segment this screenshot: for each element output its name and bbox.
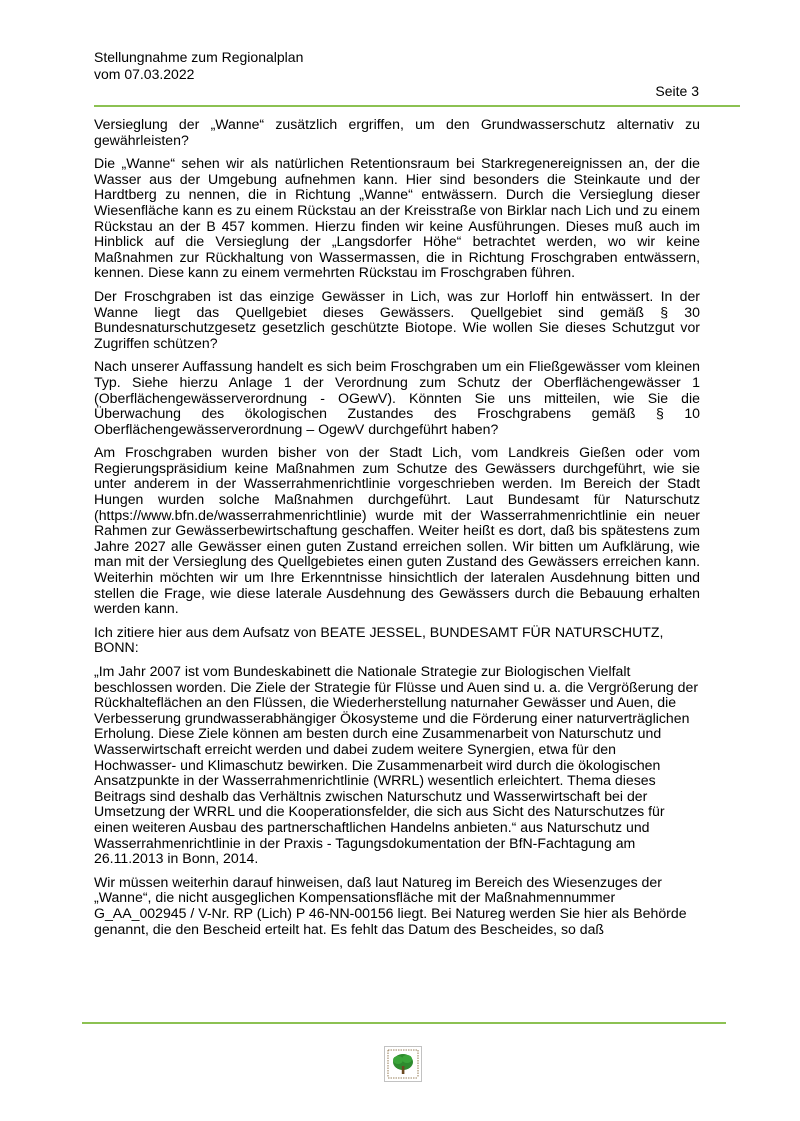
- paragraph-8: Wir müssen weiterhin darauf hinweisen, daß laut Natureg im Bereich des Wiesenzuges der „Wanne“, die nicht ausgeglichen Kompensationsfläche mit der Maßnahmennummer G_AA_002945 / V-Nr. RP (Lich) P 46-NN-00156 liegt. Bei Natureg werden Sie hier als Behörde genannt, die den Bescheid erteilt hat. Es fehlt das Datum des Bescheides, so daß: [94, 873, 687, 937]
- document-body: [94, 117, 700, 945]
- paragraph-3: Der Froschgraben ist das einzige Gewässer in Lich, was zur Horloff hin entwässert. In der Wanne liegt das Quellgebiet dieses Gewässers. Quellgebiet sind gemäß § 30 Bundesnaturschutzgesetz gesetzlich geschützte Biotope. Wie wollen Sie dieses Schutzgut vor Zugriffen schützen?: [94, 287, 700, 351]
- paragraph-5: Am Froschgraben wurden bisher von der Stadt Lich, vom Landkreis Gießen oder vom Regierungspräsidium keine Maßnahmen zum Schutze des Gewässers durchgeführt, wie sie unter anderem in der Wasserrahmenrichtlinie vorgeschrieben werden. Im Bereich der Stadt Hungen wurden solche Maßnahmen durchgeführt. Laut Bundesamt für Naturschutz (https://www.bfn.de/wasserrahmenrichtlinie) wurde mit der Wasserrahmenrichtlinie ein neuer Rahmen zur Gewässerbewirtschaftung geschaffen. Weiter heißt es dort, daß bis spätestens zum Jahre 2027 alle Gewässer einen guten Zustand erreichen sollen. Wir bitten um Aufklärung, wie man mit der Versieglung des Quellgebietes einen guten Zustand des Gewässers erreichen kann. Weiterhin möchten wir um Ihre Erkenntnisse hinsichtlich der lateralen Ausdehnung bitten und stellen die Frage, wie diese laterale Ausdehnung des Gewässers durch die Bebauung erhalten werden kann.: [94, 444, 700, 617]
- tree-logo-icon: [384, 1046, 422, 1082]
- paragraph-2: Die „Wanne“ sehen wir als natürlichen Retentionsraum bei Starkregenereignissen an, der die Wasser aus der Umgebung aufnehmen kann. Hier sind besonders die Steinkaute und der Hardtberg zu nennen, die in Richtung „Wanne“ entwässern. Durch die Versieglung dieser Wiesenfläche kann es zu einem Rückstau an der Kreisstraße von Birklar nach Lich und zu einem Rückstau an der B 457 kommen. Hierzu finden wir keine Ausführungen. Dieses muß auch im Hinblick auf die Versieglung der „Langsdorfer Höhe“ betrachtet werden, wo wir keine Maßnahmen zur Rückhaltung von Wassermassen, die in Richtung Froschgraben entwässern, kennen. Diese kann zu einem vermehrten Rückstau im Froschgraben führen.: [94, 155, 700, 281]
- paragraph-4: Nach unserer Auffassung handelt es sich beim Froschgraben um ein Fließgewässer vom kleinen Typ. Siehe hierzu Anlage 1 der Verordnung zum Schutz der Oberflächengewässer 1 (Oberflächengewässerverordnung - OGewV). Könnten Sie uns mitteilen, wie Sie die Überwachung des ökologischen Zustandes des Froschgrabens gemäß § 10 Oberflächengewässerverordnung – OgewV durchgeführt haben?: [94, 358, 700, 437]
- header-title: Stellungnahme zum Regionalplan: [94, 49, 304, 65]
- footer-divider: [82, 1022, 726, 1024]
- page-number: Seite 3: [655, 83, 699, 99]
- header-divider: [94, 105, 740, 107]
- paragraph-1: Versieglung der „Wanne“ zusätzlich ergriffen, um den Grundwasserschutz alternativ zu gewährleisten?: [94, 116, 700, 148]
- quote-paragraph: „Im Jahr 2007 ist vom Bundeskabinett die Nationale Strategie zur Biologischen Vielfalt beschlossen worden. Die Ziele der Strategie für Flüsse und Auen sind u. a. die Vergrößerung der Rückhalteflächen an den Flüssen, die Wiederherstellung naturnaher Gewässer und Auen, die Verbesserung grundwasserabhängiger Ökosysteme und die Förderung einer naturverträglichen Erholung. Diese Ziele können am besten durch eine Zusammenarbeit von Naturschutz und Wasserwirtschaft erreicht werden und dabei zudem weitere Synergien, etwa für den Hochwasser- und Klimaschutz bewirken. Die Zusammenarbeit wird durch die ökologischen Ansatzpunkte in der Wasserrahmenrichtlinie (WRRL) wesentlich erleichtert. Thema dieses Beitrags sind deshalb das Verhältnis zwischen Naturschutz und Wasserwirtschaft bei der Umsetzung der WRRL und die Kooperationsfelder, die sich aus Sicht des Naturschutzes für einen weiteren Ausbau des partnerschaftlichen Handelns anbieten.“ aus Naturschutz und Wasserrahmenrichtlinie in der Praxis - Tagungsdokumentation der BfN-Fachtagung am 26.11.2013 in Bonn, 2014.: [94, 663, 699, 867]
- header-date: vom 07.03.2022: [94, 66, 195, 82]
- document-header: [94, 49, 303, 83]
- paragraph-6: Ich zitiere hier aus dem Aufsatz von BEATE JESSEL, BUNDESAMT FÜR NATURSCHUTZ, BONN:: [94, 623, 664, 656]
